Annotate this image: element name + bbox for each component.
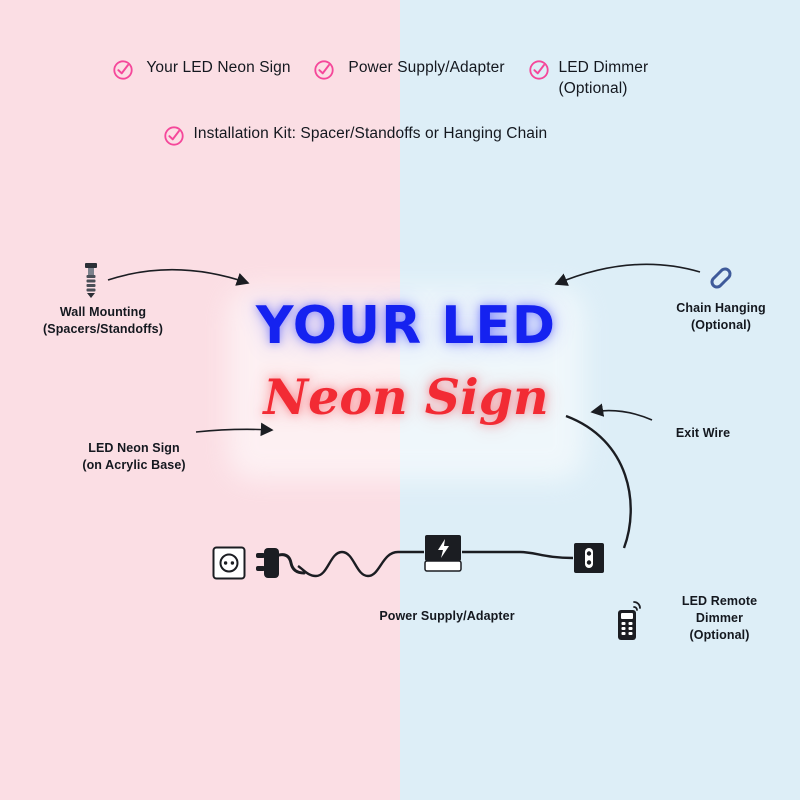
checklist-item-power-supply [313, 58, 510, 86]
label-wall-mounting-line1: Wall Mounting [59, 305, 147, 319]
checklist-row-2 [0, 124, 800, 152]
check-circle-icon [313, 59, 335, 86]
wall-socket-icon [212, 546, 246, 585]
label-chain-hanging-line1: Chain Hanging [676, 301, 766, 315]
checklist-item-neon-sign [112, 58, 295, 86]
power-plug-icon [254, 540, 306, 591]
label-remote-line2: Dimmer [695, 610, 744, 625]
label-chain-hanging-line2: (Optional) [690, 317, 751, 332]
label-led-remote-dimmer [632, 593, 800, 644]
label-remote-line1: LED Remote [681, 594, 758, 608]
label-power-supply: Power Supply/Adapter [379, 609, 515, 623]
checklist-item-label: Installation Kit: Spacer/Standoffs or Hanging Chain [193, 124, 548, 142]
label-exit-wire: Exit Wire [675, 426, 731, 440]
check-circle-icon [112, 59, 134, 86]
neon-sign-line-1: YOUR LED [255, 296, 557, 356]
checklist [0, 58, 800, 152]
checklist-row-1 [0, 58, 800, 100]
checklist-item-label: Your LED Neon Sign [146, 59, 291, 76]
inline-dimmer-icon [573, 542, 605, 579]
checklist-item-installation-kit [163, 124, 638, 152]
label-wall-mounting [8, 304, 198, 338]
power-brick-icon [424, 534, 462, 577]
checklist-item-label: LED Dimmer (Optional) [558, 59, 649, 97]
check-circle-icon [163, 125, 185, 152]
checklist-item-led-dimmer [528, 58, 689, 100]
label-led-neon-sign-line2: (on Acrylic Base) [82, 457, 186, 472]
label-remote-line3: (Optional) [689, 627, 750, 642]
screw-bolt-icon [78, 262, 104, 305]
chain-link-icon [706, 262, 736, 299]
label-led-neon-sign-line1: LED Neon Sign [88, 441, 180, 455]
checklist-item-label: Power Supply/Adapter [348, 59, 505, 76]
neon-sign-line-2: Neon Sign [263, 368, 549, 426]
check-circle-icon [528, 59, 550, 86]
label-led-neon-sign [44, 440, 224, 474]
label-chain-hanging [636, 300, 800, 334]
label-wall-mounting-line2: (Spacers/Standoffs) [43, 321, 163, 336]
